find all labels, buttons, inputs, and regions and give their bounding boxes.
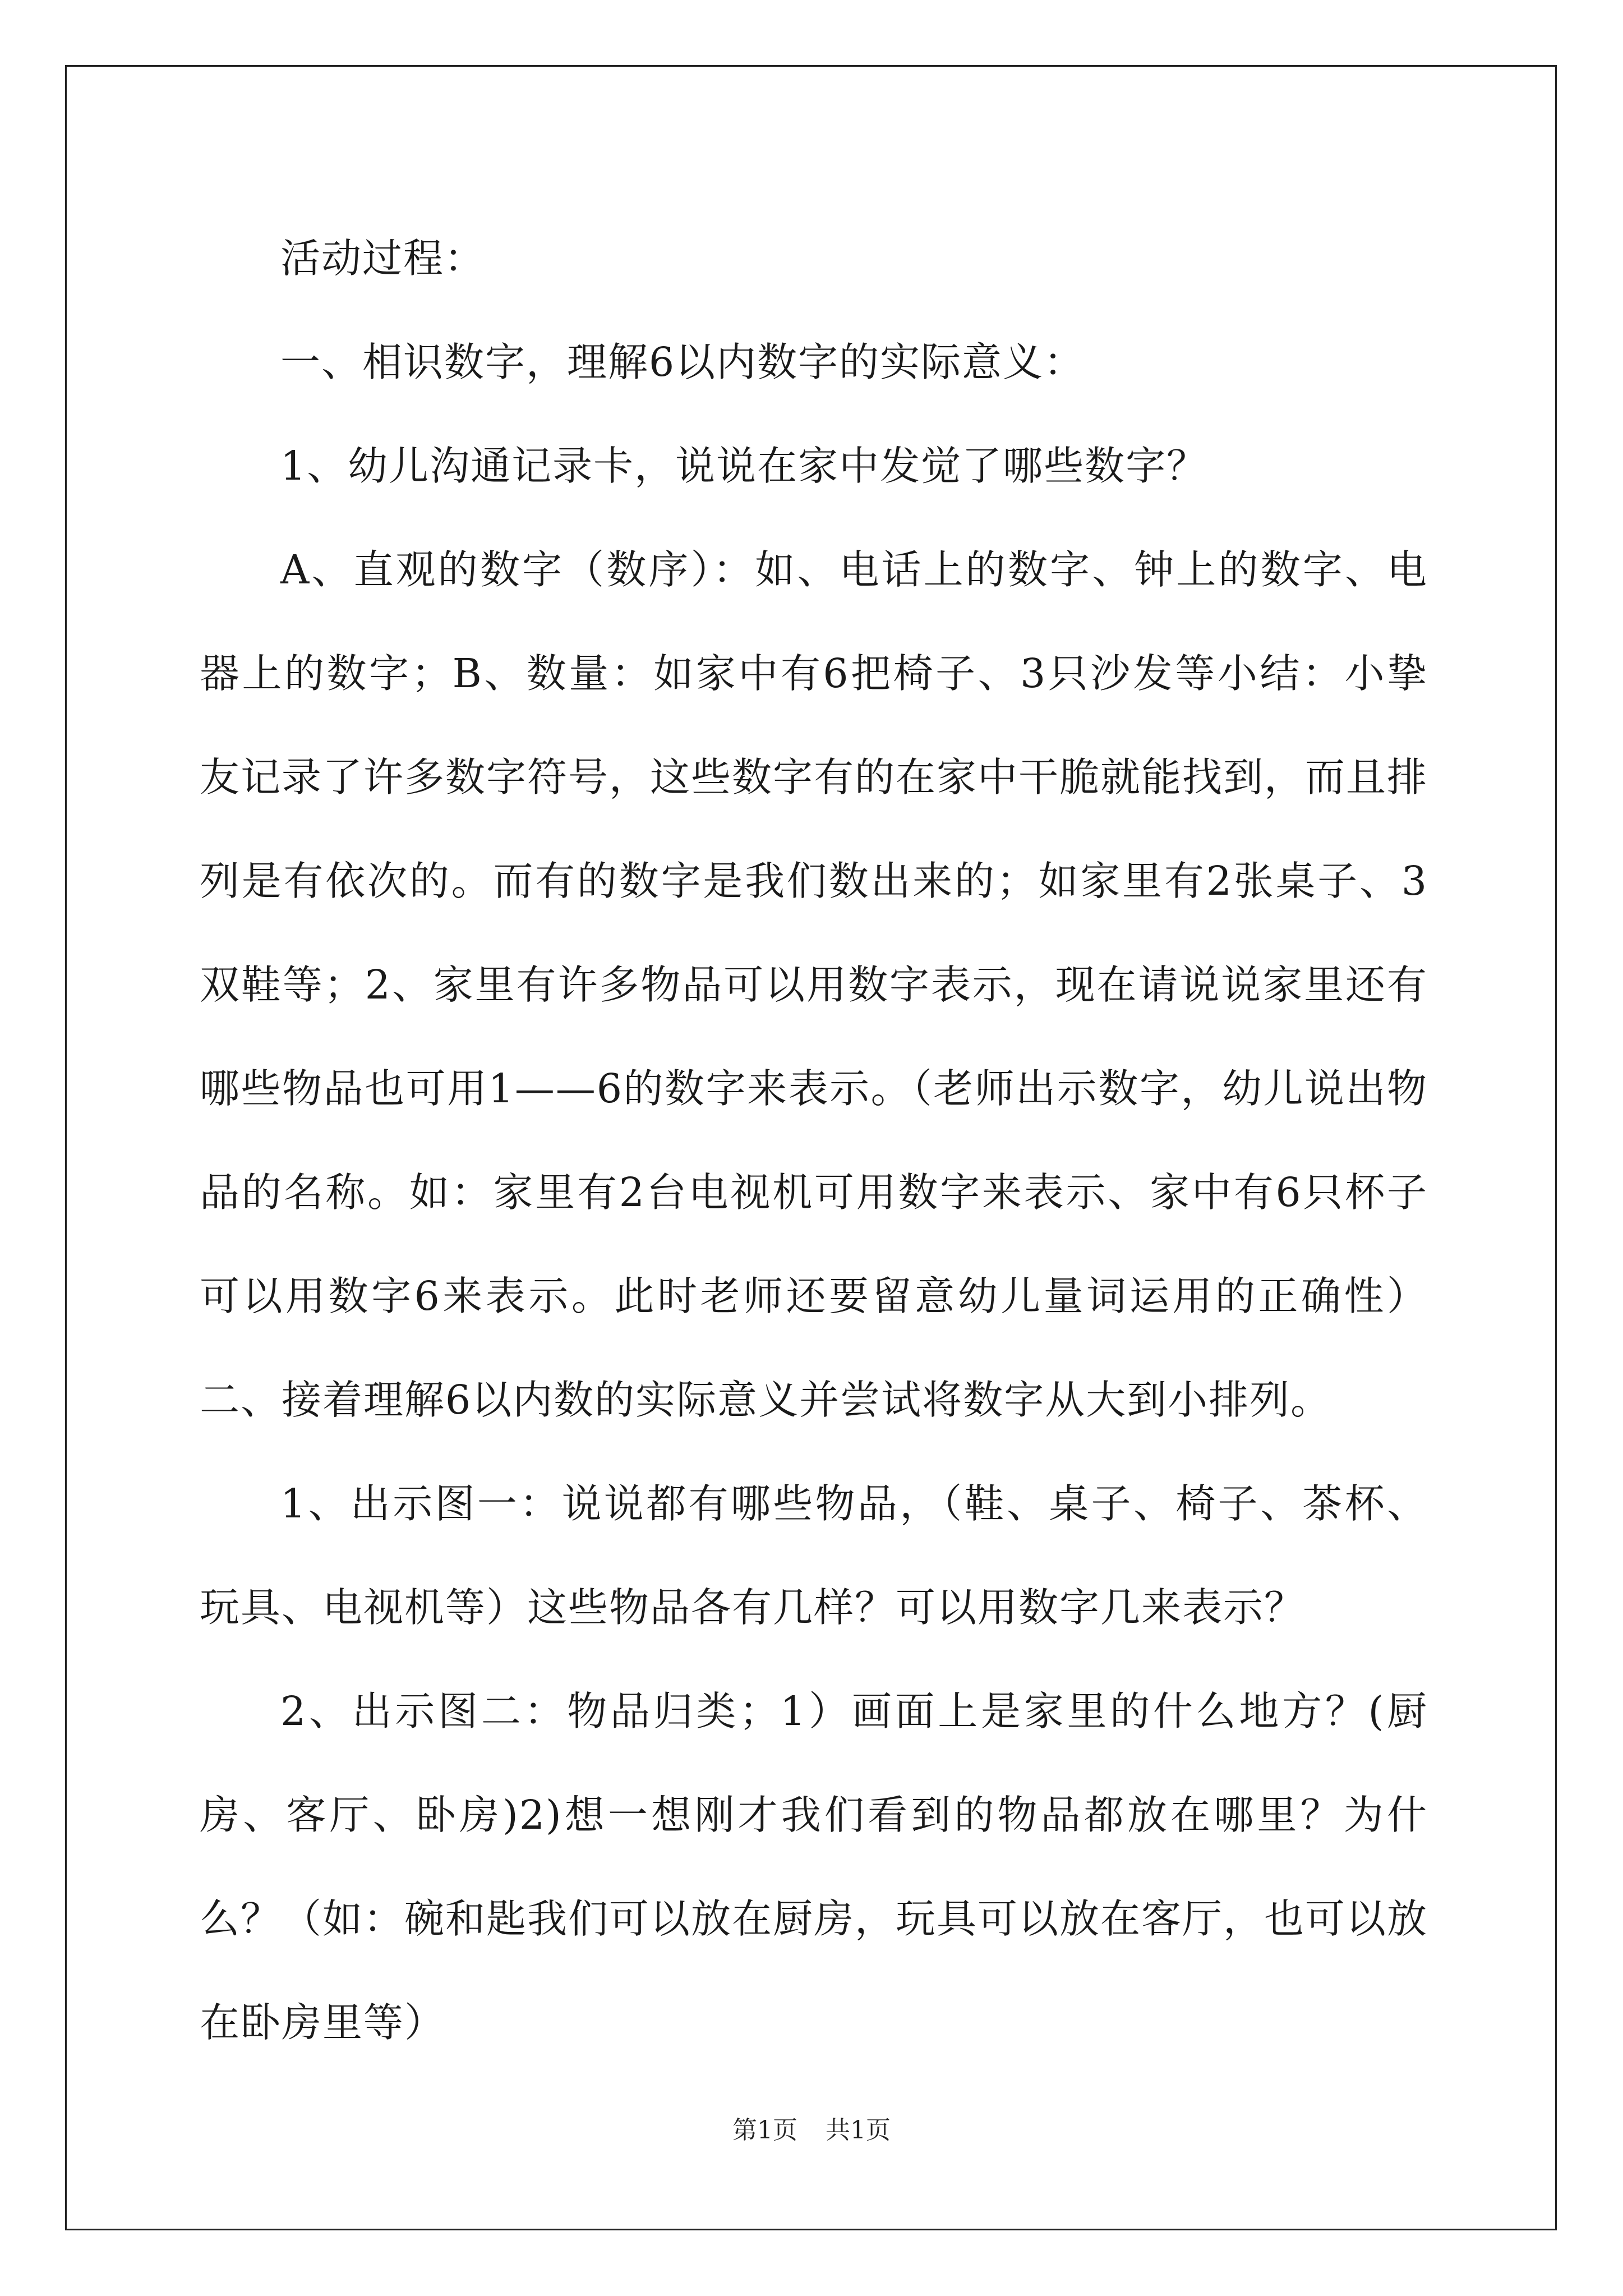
paragraph-section-one: 一、相识数字，理解6以内数字的实际意义： [280,339,1085,385]
page-total: 共1页 [826,2116,891,2145]
paragraph-figure-two: 2、出示图二：物品归类；1）画面上是家里的什么地方？(厨房、客厅、卧房)2)想一想刚才我们看到的物品都放在哪里？为什么？（如：碗和匙我们可以放在厨房，玩具可以放在客厅，也可以放在卧房里等） [200,1688,1428,2046]
page-number: 第1页 [732,2116,797,2145]
paragraph-item-1: 1、幼儿沟通记录卡，说说在家中发觉了哪些数字？ [280,443,1208,489]
paragraph-item-a: A、直观的数字（数序）：如、电话上的数字、钟上的数字、电器上的数字；B、数量：如家中有6把椅子、3只沙发等小结：小挚友记录了许多数字符号，这些数字有的在家中干脆就能找到，而且排列是有依次的。而有的数字是我们数出来的；如家里有2张桌子、3双鞋等；2、家里有许多物品可以用数字表示，现在请说说家里还有哪些物品也可用1——6的数字来表示。（老师出示数字，幼儿说出物品的名称。如：家里有2台电视机可用数字来表示、家中有6只杯子可以用数字6来表示。此时老师还要留意幼儿量词运用的正确性）二、接着理解6以内数的实际意义并尝试将数字从大到小排列。 [200,546,1428,1423]
paragraph-activity-process: 活动过程： [280,235,486,282]
paragraph-figure-one: 1、出示图一：说说都有哪些物品，（鞋、桌子、椅子、茶杯、玩具、电视机等）这些物品各有几样？可以用数字几来表示？ [200,1480,1428,1631]
document-body [200,206,1428,2074]
page-footer [0,2114,1623,2147]
